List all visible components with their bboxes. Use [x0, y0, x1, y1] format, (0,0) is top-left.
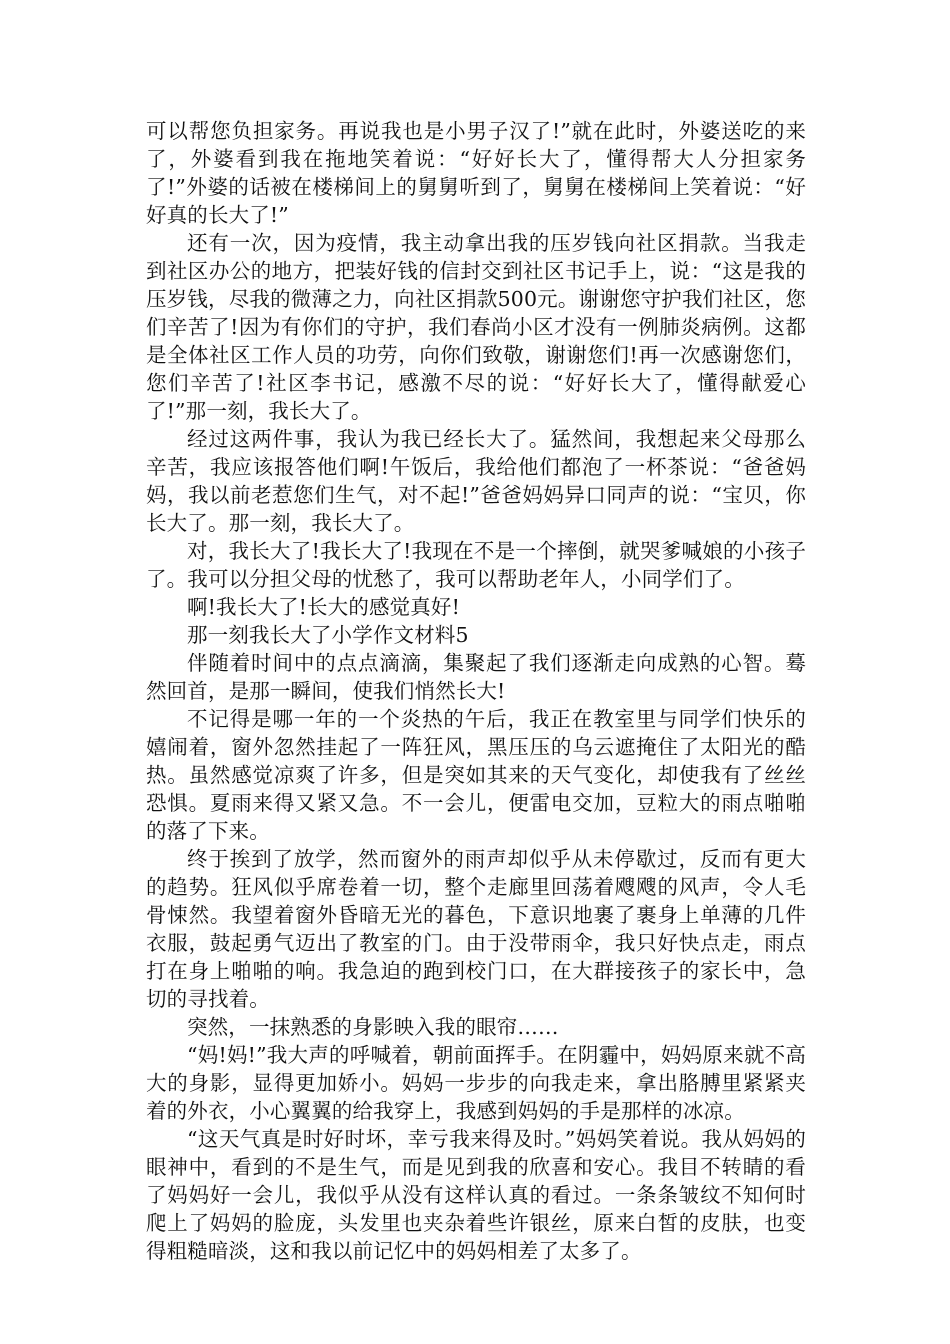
- paragraph-12: “这天气真是时好时坏，幸亏我来得及时。”妈妈笑着说。我从妈妈的眼神中，看到的不是生气，而是见到我的欣喜和安心。我目不转睛的看了妈妈好一会儿，我似乎从没有这样认真的看过。一条条皱纹不知何时爬上了妈妈的脸庞，头发里也夹杂着些许银丝，原来白皙的皮肤，也变得粗糙暗淡，这和我以前记忆中的妈妈相差了太多了。: [146, 1127, 806, 1263]
- section-heading: 那一刻我长大了小学作文材料5: [187, 623, 469, 647]
- paragraph-3: 经过这两件事，我认为我已经长大了。猛然间，我想起来父母那么辛苦，我应该报答他们啊!午饭后，我给他们都泡了一杯茶说：“爸爸妈妈，我以前老惹您们生气，对不起!”爸爸妈妈异口同声的说：“宝贝，你长大了。那一刻，我长大了。: [146, 427, 806, 535]
- paragraph-1: 可以帮您负担家务。再说我也是小男子汉了!”就在此时，外婆送吃的来了，外婆看到我在拖地笑着说：“好好长大了，懂得帮大人分担家务了!”外婆的话被在楼梯间上的舅舅听到了，舅舅在楼梯间上笑着说：“好好真的长大了!”: [146, 119, 806, 227]
- paragraph-7: 伴随着时间中的点点滴滴，集聚起了我们逐渐走向成熟的心智。蓦然回首，是那一瞬间，使我们悄然长大!: [146, 651, 806, 703]
- paragraph-5: 啊!我长大了!长大的感觉真好!: [187, 595, 460, 619]
- paragraph-2: 还有一次，因为疫情，我主动拿出我的压岁钱向社区捐款。当我走到社区办公的地方，把装好钱的信封交到社区书记手上，说：“这是我的压岁钱，尽我的微薄之力，向社区捐款500元。谢谢您守护我们社区，您们辛苦了!因为有你们的守护，我们春尚小区才没有一例肺炎病例。这都是全体社区工作人员的功劳，向你们致敬，谢谢您们!再一次感谢您们，您们辛苦了!社区李书记，感激不尽的说：“好好长大了，懂得献爱心了!”那一刻，我长大了。: [146, 231, 806, 423]
- paragraph-10: 突然，一抹熟悉的身影映入我的眼帘……: [187, 1015, 559, 1039]
- paragraph-4: 对，我长大了!我长大了!我现在不是一个摔倒，就哭爹喊娘的小孩子了。我可以分担父母的忧愁了，我可以帮助老年人，小同学们了。: [146, 539, 806, 591]
- paragraph-9: 终于挨到了放学，然而窗外的雨声却似乎从未停歇过，反而有更大的趋势。狂风似乎席卷着一切，整个走廊里回荡着飕飕的风声，令人毛骨悚然。我望着窗外昏暗无光的暮色，下意识地裹了裹身上单薄的几件衣服，鼓起勇气迈出了教室的门。由于没带雨伞，我只好快点走，雨点打在身上啪啪的响。我急迫的跑到校门口，在大群接孩子的家长中，急切的寻找着。: [146, 847, 806, 1011]
- paragraph-11: “妈!妈!”我大声的呼喊着，朝前面挥手。在阴霾中，妈妈原来就不高大的身影，显得更加娇小。妈妈一步步的向我走来，拿出胳膊里紧紧夹着的外衣，小心翼翼的给我穿上，我感到妈妈的手是那样的冰凉。: [146, 1043, 806, 1123]
- paragraph-8: 不记得是哪一年的一个炎热的午后，我正在教室里与同学们快乐的嬉闹着，窗外忽然挂起了一阵狂风，黑压压的乌云遮掩住了太阳光的酷热。虽然感觉凉爽了许多，但是突如其来的天气变化，却使我有了丝丝恐惧。夏雨来得又紧又急。不一会儿，便雷电交加，豆粒大的雨点啪啪的落了下来。: [146, 707, 806, 843]
- document-body: [146, 117, 806, 1265]
